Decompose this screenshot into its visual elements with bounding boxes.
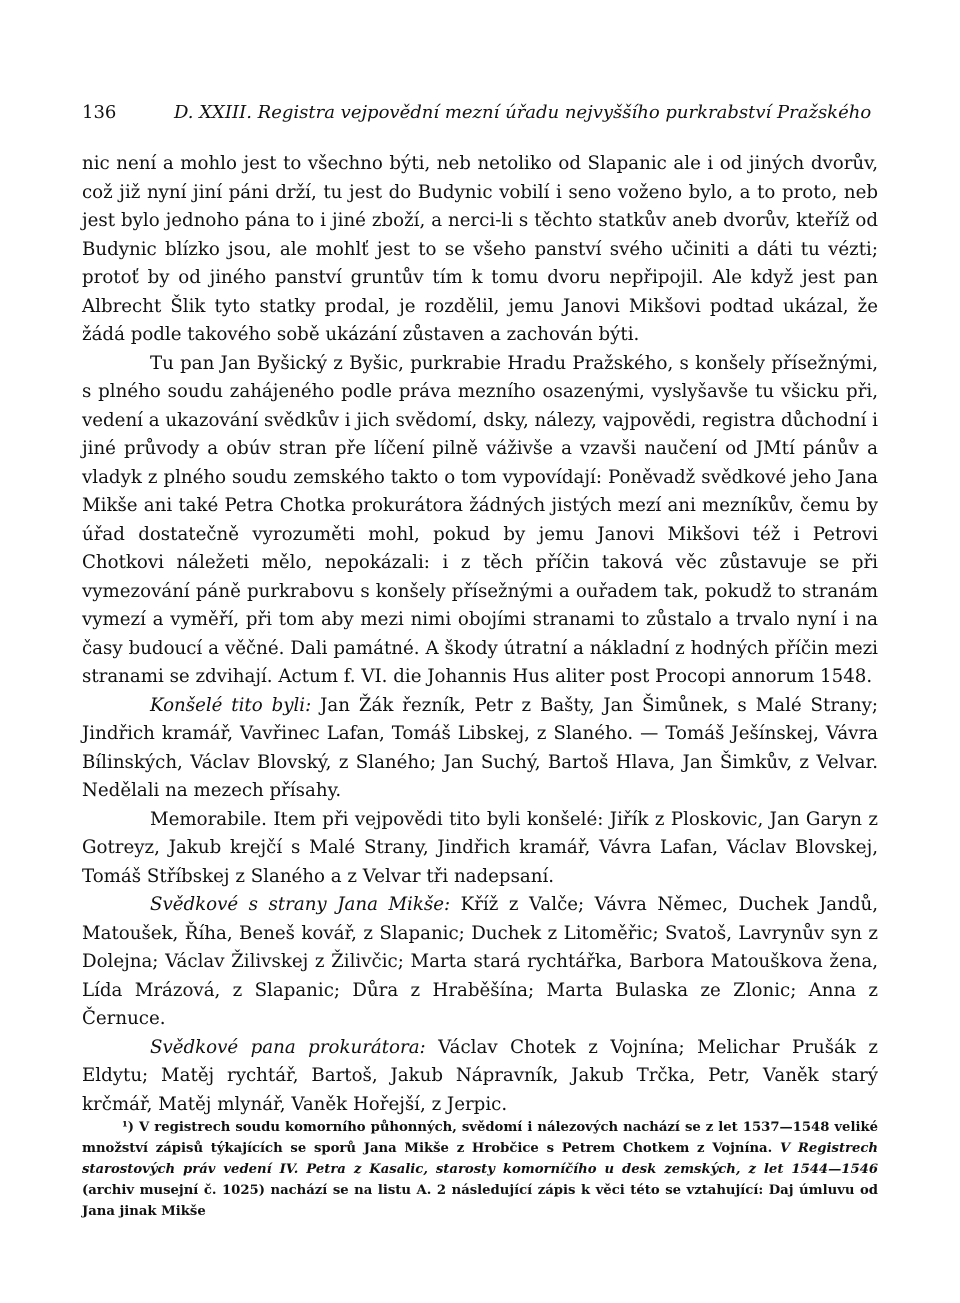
- paragraph-label: Svědkové s strany Jana Mikše:: [150, 894, 451, 915]
- footnote-marker: ¹): [122, 1120, 135, 1135]
- footnote-part: (archiv musejní č. 1025) nachází se na listu A. 2 následující zápis k věci této se vztahující: Daj úmluvu od Jana jinak Mikše: [82, 1183, 878, 1219]
- paragraph-text: Memorabile. Item při vejpovědi tito byli konšelé: Jiřík z Ploskovic, Jan Garyn z Gotreyz, Jakub krejčí s Malé Strany, Jindřich kramář, Vávra Lafan, Václav Blovskej, Tomáš Stříbskej z Slaného a z Velvar tři nadepsaní.: [82, 808, 878, 887]
- footnote: [82, 1117, 878, 1222]
- paragraph-text: Jan Žák řezník, Petr z Bašty, Jan Šimůnek, s Malé Strany; Jindřich kramář, Vavřinec Lafan, Tomáš Libskej, z Slaného. — Tomáš Ješínskej, Vávra Bílinských, Václav Blovský, z Slaného; Jan Suchý, Bartoš Hlava, Jan Šimkův, z Velvar. Nedělali na mezech přísahy.: [82, 694, 878, 801]
- paragraph-witnesses-miksa: [82, 891, 878, 1034]
- running-head: D. XXIII. Registra vejpovědní mezní úřadu nejvyššího purkrabství Pražského: [174, 102, 872, 123]
- paragraph-continuation: [82, 150, 878, 350]
- main-text: [82, 150, 878, 1119]
- footnote-italic: V Registrech starostových práv vedení IV. Petra z Kasalic, starosty komorníčího u desk zemských, z let 1544—1546: [82, 1141, 878, 1177]
- paragraph-text: nic není a mohlo jest to všechno býti, neb netoliko od Slapanic ale i od jiných dvorův, což již nyní jiní páni drží, tu jest do Budynic vobilí i seno voženo bylo, a to proto, neb jest bylo jednoho pána to i jiné zboží, a nerci-li s těchto statkův aneb dvorův, kteříž od Budynic blízko jsou, ale mohlť jest to se všeho panství svého učiniti a dáti tu vézti; protoť by od jiného panství gruntův tím k tomu dvoru nepřipojil. Ale když jest pan Albrecht Šlik tyto statky prodal, je rozdělil, jemu Janovi Mikšovi podtad ukázal, že žádá podle takového sobě ukázání zůstaven a zachován býti.: [82, 153, 878, 345]
- footnote-text: [82, 1117, 878, 1222]
- page-header: [82, 102, 882, 132]
- paragraph-text: Tu pan Jan Byšický z Byšic, purkrabie Hradu Pražského, s konšely přísežnými, s plného soudu zahájeného podle práva mezního osazenými, vyslyšavše tu všicku při, vedení a ukazování svědkův i jich svědomí, dsky, nálezy, vajpovědi, registra důchodní i jiné průvody a obúv stran pře líčení pilně váživše a vzavši naučení od JMtí pánův a vladyk z plného soudu zemského takto o tom vypovídají: Poněvadž svědkové jeho Jana Mikše ani také Petra Chotka prokurátora žádných jistých mezí ani mezníkův, čemu by úřad dostatečně vyrozuměti mohl, pokud by jemu Janovi Mikšovi též i Petrovi Chotkovi náležeti mělo, nepokázali: i z těch příčin taková věc zůstavuje se při vymezování páně purkrabovu s konšely přísežnými a ouřadem tak, pokudž to stranám vymezí a vyměří, při tom aby mezi nimi obojími stranami to zůstalo a trvalo nyní i na časy budoucí a věčné. Dali památné. A škody útratní a nákladní z hodných příčin mezi stranami se zdvihají. Actum f. VI. die Johannis Hus aliter post Procopi annorum 1548.: [82, 352, 878, 687]
- paragraph-text: Václav Chotek z Vojnína; Melichar Prušák z Eldytu; Matěj rychtář, Bartoš, Jakub Nápravník, Jakub Trčka, Petr, Vaněk starý krčmář, Matěj mlynář, Vaněk Hořejší, z Jerpic.: [82, 1036, 878, 1115]
- paragraph-label: Konšelé tito byli:: [150, 694, 312, 716]
- paragraph-label: Svědkové pana prokurátora:: [150, 1036, 426, 1058]
- paragraph-councillors: [82, 692, 878, 806]
- paragraph-witnesses-prosecutor: [82, 1034, 878, 1120]
- paragraph-memorabile: [82, 806, 878, 892]
- paragraph-verdict: [82, 350, 878, 692]
- footnote-part: V registrech soudu komorního půhonných, svědomí i nálezových nachází se z let 1537—1548 veliké množství zápisů týkajících se sporů Jana Mikše z Hrobčice s Petrem Chotkem z Vojnína.: [82, 1120, 878, 1156]
- page-number: 136: [82, 102, 117, 123]
- paragraph-text: Kříž z Valče; Vávra Němec, Duchek Jandů, Matoušek, Říha, Beneš kovář, z Slapanic; Duchek z Litoměřic; Svatoš, Lavrynův syn z Dolejna; Václav Žilivskej z Žilivčic; Marta stará rychtářka, Barbora Matouškova žena, Lída Mrázová, z Slapanic; Důra z Hraběšína; Marta Bulaska ze Zlonic; Anna z Černuce.: [82, 894, 878, 1029]
